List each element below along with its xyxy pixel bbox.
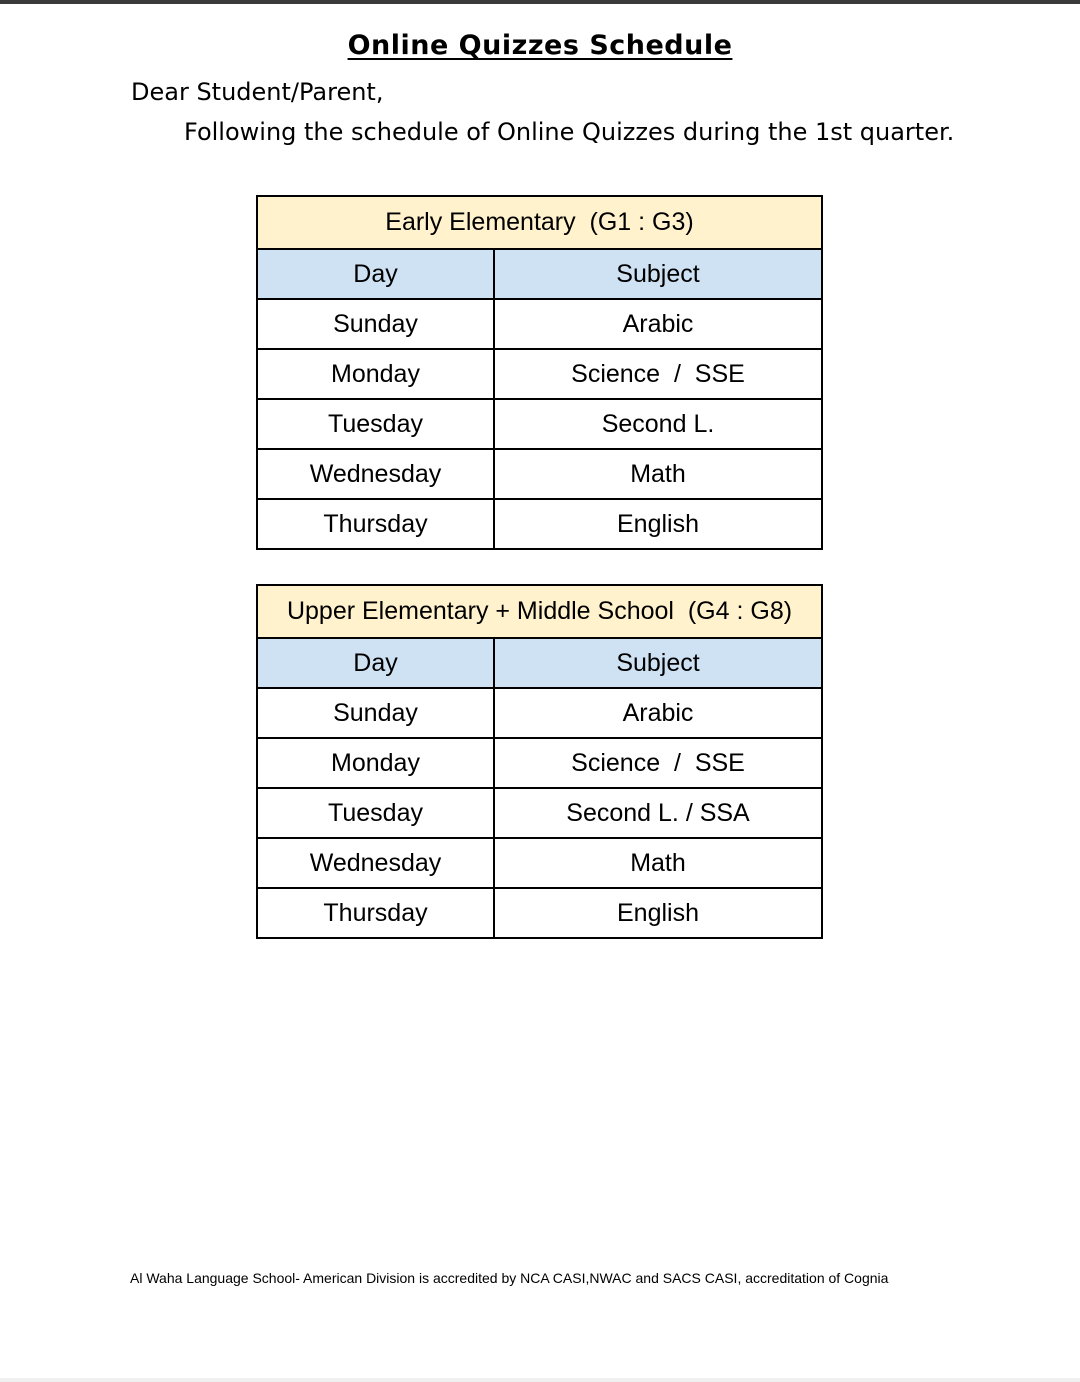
day-cell: Thursday [257, 888, 494, 938]
table-row [257, 499, 822, 549]
page-title: Online Quizzes Schedule [347, 30, 733, 61]
upper-elementary-middle-table [256, 584, 823, 939]
day-cell: Monday [257, 738, 494, 788]
subject-cell: Arabic [494, 299, 822, 349]
intro-text: Following the schedule of Online Quizzes during the 1st quarter. [184, 118, 955, 146]
table-row [257, 738, 822, 788]
subject-cell: Math [494, 838, 822, 888]
table-row [257, 449, 822, 499]
table-row [257, 888, 822, 938]
subject-cell: English [494, 499, 822, 549]
greeting: Dear Student/Parent, [131, 78, 384, 106]
subject-cell: English [494, 888, 822, 938]
day-column-header: Day [257, 638, 494, 688]
day-cell: Monday [257, 349, 494, 399]
table-row [257, 349, 822, 399]
subject-column-header: Subject [494, 638, 822, 688]
subject-cell: Math [494, 449, 822, 499]
subject-cell: Science / SSE [494, 349, 822, 399]
table-row [257, 399, 822, 449]
table-row [257, 838, 822, 888]
day-cell: Sunday [257, 688, 494, 738]
day-cell: Wednesday [257, 449, 494, 499]
table-caption: Early Elementary (G1 : G3) [257, 196, 822, 249]
day-cell: Tuesday [257, 788, 494, 838]
subject-cell: Second L. [494, 399, 822, 449]
subject-column-header: Subject [494, 249, 822, 299]
table-row [257, 788, 822, 838]
day-cell: Sunday [257, 299, 494, 349]
table-row [257, 299, 822, 349]
footer-accreditation: Al Waha Language School- American Division is accredited by NCA CASI,NWAC and SACS CASI, accreditation of Cognia [130, 1270, 889, 1286]
subject-cell: Second L. / SSA [494, 788, 822, 838]
table-row [257, 688, 822, 738]
subject-cell: Science / SSE [494, 738, 822, 788]
day-cell: Tuesday [257, 399, 494, 449]
day-cell: Wednesday [257, 838, 494, 888]
table-caption: Upper Elementary + Middle School (G4 : G8) [257, 585, 822, 638]
top-border [0, 0, 1080, 4]
day-column-header: Day [257, 249, 494, 299]
bottom-border [0, 1378, 1080, 1382]
early-elementary-table [256, 195, 823, 550]
subject-cell: Arabic [494, 688, 822, 738]
day-cell: Thursday [257, 499, 494, 549]
